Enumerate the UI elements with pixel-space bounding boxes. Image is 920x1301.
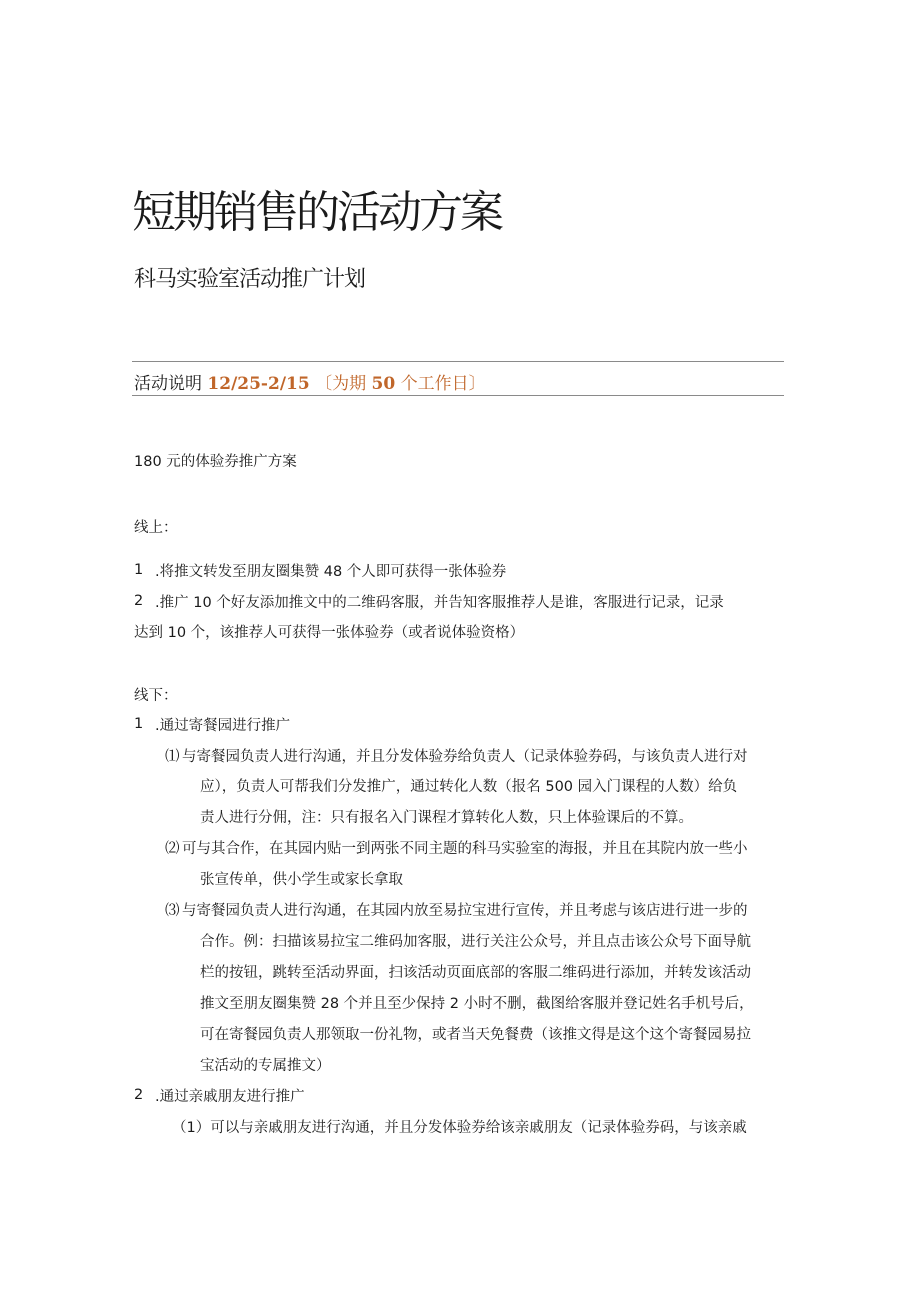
activity-period-end: 个工作日〕: [400, 374, 486, 394]
activity-dates: 12/25-2/15: [207, 374, 310, 394]
online-heading: 线上：: [134, 520, 178, 536]
online-item-2-number: 2: [134, 593, 144, 609]
sub-1-line-3: 责人进行分佣，注：只有报名入门课程才算转化人数，只上体验课后的不算。: [200, 810, 693, 826]
sub-3-line-1: 与寄餐园负责人进行沟通，在其园内放至易拉宝进行宣传，并且考虑与该店进行进一步的: [182, 903, 748, 919]
online-item-1-number: 1: [134, 562, 144, 578]
sub-3-line-2: 合作。例：扫描该易拉宝二维码加客服，进行关注公众号，并且点击该公众号下面导航: [200, 934, 751, 950]
online-item-2-text: .推广 10 个好友添加推文中的二维码客服，并告知客服推荐人是谁，客服进行记录，记录: [155, 595, 724, 611]
online-item-1-text: .将推文转发至朋友圈集赞 48 个人即可获得一张体验券: [155, 564, 507, 580]
sub-marker-3: ⑶: [165, 903, 180, 919]
sub-1-line-1: 与寄餐园负责人进行沟通，并且分发体验券给负责人（记录体验券码，与该负责人进行对: [182, 749, 748, 765]
page-subtitle: 科马实验室活动推广计划: [134, 267, 366, 292]
sub-2-line-1: 可与其合作，在其园内贴一到两张不同主题的科马实验室的海报，并且在其院内放一些小: [182, 841, 748, 857]
activity-period: 〔为期: [315, 374, 367, 394]
divider-top: [132, 361, 784, 362]
sub-3-line-3: 栏的按钮，跳转至活动界面，扫该活动页面底部的客服二维码进行添加，并转发该活动: [200, 965, 751, 981]
activity-heading: [134, 369, 486, 394]
activity-days: 50: [371, 374, 396, 394]
offline-item-1-number: 1: [134, 716, 144, 732]
offline-item-2-sub-1: （1）可以与亲戚朋友进行沟通，并且分发体验券给该亲戚朋友（记录体验券码，与该亲戚: [172, 1120, 747, 1136]
sub-3-line-4: 推文至朋友圈集赞 28 个并且至少保持 2 小时不删，截图给客服并登记姓名手机号后，: [200, 996, 754, 1012]
offline-item-2-number: 2: [134, 1087, 144, 1103]
sub-marker-2: ⑵: [165, 841, 180, 857]
sub-3-line-6: 宝活动的专属推文）: [200, 1058, 331, 1074]
online-item-2-continuation: 达到 10 个，该推荐人可获得一张体验券（或者说体验资格）: [134, 625, 525, 641]
sub-3-line-5: 可在寄餐园负责人那领取一份礼物，或者当天免餐费（该推文得是这个这个寄餐园易拉: [200, 1027, 751, 1043]
divider-bottom: [132, 395, 784, 396]
offline-item-2-text: .通过亲戚朋友进行推广: [155, 1089, 305, 1105]
activity-label: 活动说明: [134, 374, 202, 394]
sub-marker-1: ⑴: [165, 749, 180, 765]
plan-title: 180 元的体验券推广方案: [134, 454, 297, 470]
page-title: 短期销售的活动方案: [132, 187, 501, 238]
offline-heading: 线下：: [134, 688, 178, 704]
sub-2-line-2: 张宣传单，供小学生或家长拿取: [200, 872, 403, 888]
offline-item-1-text: .通过寄餐园进行推广: [155, 718, 291, 734]
sub-1-line-2: 应），负责人可帮我们分发推广，通过转化人数（报名 500 园入门课程的人数）给负: [200, 779, 738, 795]
